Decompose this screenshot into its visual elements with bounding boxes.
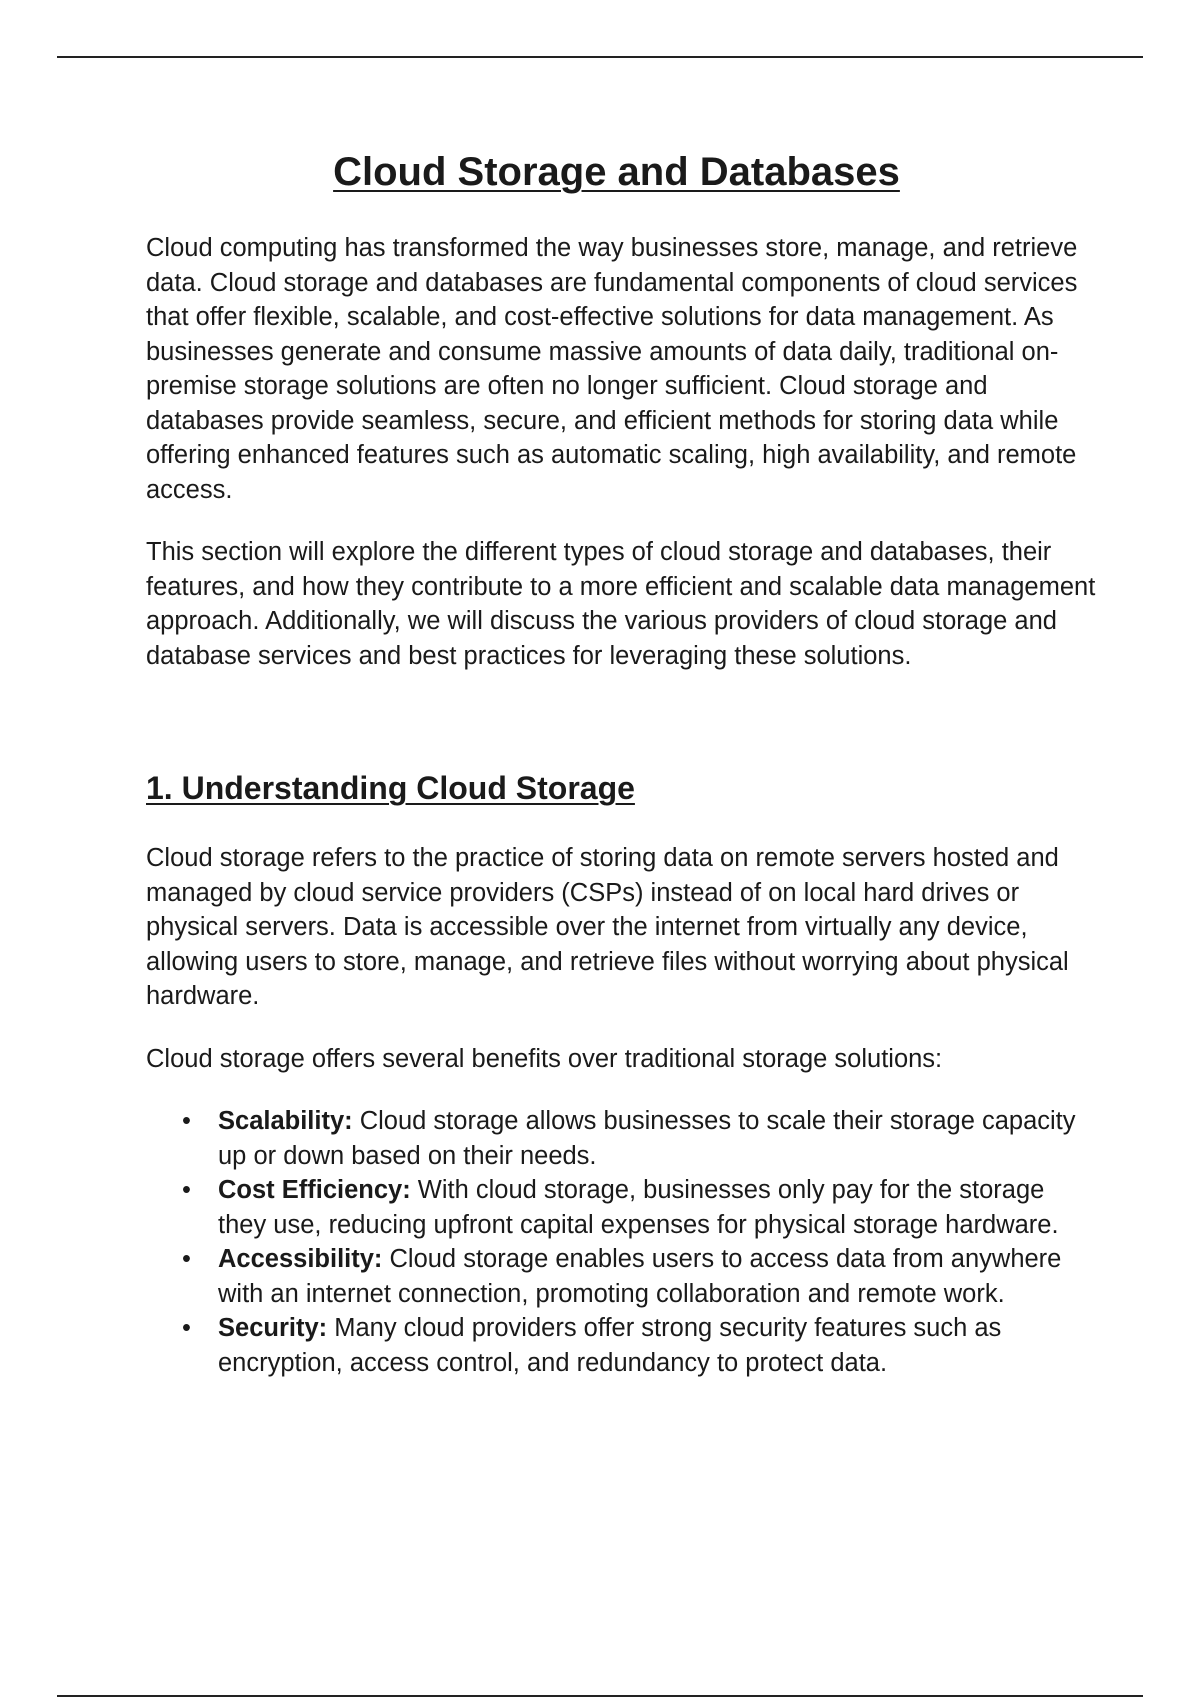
section-overview-paragraph: This section will explore the different types of cloud storage and databases, their features, and how they contribute to a more efficient and scalable data management approach. Additionally, we will discuss the various providers of cloud storage and database services and best practices for leveraging these solutions.	[146, 538, 1096, 670]
footer-rule	[57, 1695, 1143, 1697]
cloud-storage-definition: Cloud storage refers to the practice of storing data on remote servers hosted and managed by cloud service providers (CSPs) instead of on local hard drives or physical servers. Data is accessible over the internet from virtually any device, allowing users to store, manage, and retrieve files without worrying about physical hardware.	[146, 844, 1069, 1011]
benefits-intro: Cloud storage offers several benefits over traditional storage solutions:	[146, 1044, 943, 1073]
list-item	[146, 1311, 1096, 1380]
benefit-text: Cloud storage allows businesses to scale their storage capacity up or down based on their needs.	[218, 1107, 1076, 1170]
bullet-icon: •	[182, 1314, 191, 1343]
section-heading: 1. Understanding Cloud Storage	[146, 770, 635, 806]
benefits-list	[146, 1104, 1096, 1380]
list-item	[146, 1104, 1096, 1173]
benefit-term: Accessibility:	[218, 1245, 383, 1274]
bullet-icon: •	[182, 1176, 191, 1205]
header-rule	[57, 56, 1143, 58]
benefit-term: Cost Efficiency:	[218, 1176, 411, 1205]
benefit-text: Many cloud providers offer strong security features such as encryption, access control, and redundancy to protect data.	[218, 1314, 1002, 1377]
benefit-term: Security:	[218, 1314, 328, 1343]
page-title: Cloud Storage and Databases	[333, 150, 900, 194]
bullet-icon: •	[182, 1107, 191, 1136]
intro-paragraph: Cloud computing has transformed the way businesses store, manage, and retrieve data. Cloud storage and databases are fundamental components of cloud services that offer flexible, scalable, and cost-effective solutions for data management. As businesses generate and consume massive amounts of data daily, traditional on-premise storage solutions are often no longer sufficient. Cloud storage and databases provide seamless, secure, and efficient methods for storing data while offering enhanced features such as automatic scaling, high availability, and remote access.	[146, 234, 1078, 504]
benefit-text: With cloud storage, businesses only pay for the storage they use, reducing upfront capital expenses for physical storage hardware.	[218, 1176, 1059, 1239]
list-item	[146, 1173, 1096, 1242]
benefit-term: Scalability:	[218, 1107, 353, 1136]
document-body	[146, 231, 1096, 1380]
bullet-icon: •	[182, 1245, 191, 1274]
list-item	[146, 1242, 1096, 1311]
benefit-text: Cloud storage enables users to access data from anywhere with an internet connection, promoting collaboration and remote work.	[218, 1245, 1062, 1308]
